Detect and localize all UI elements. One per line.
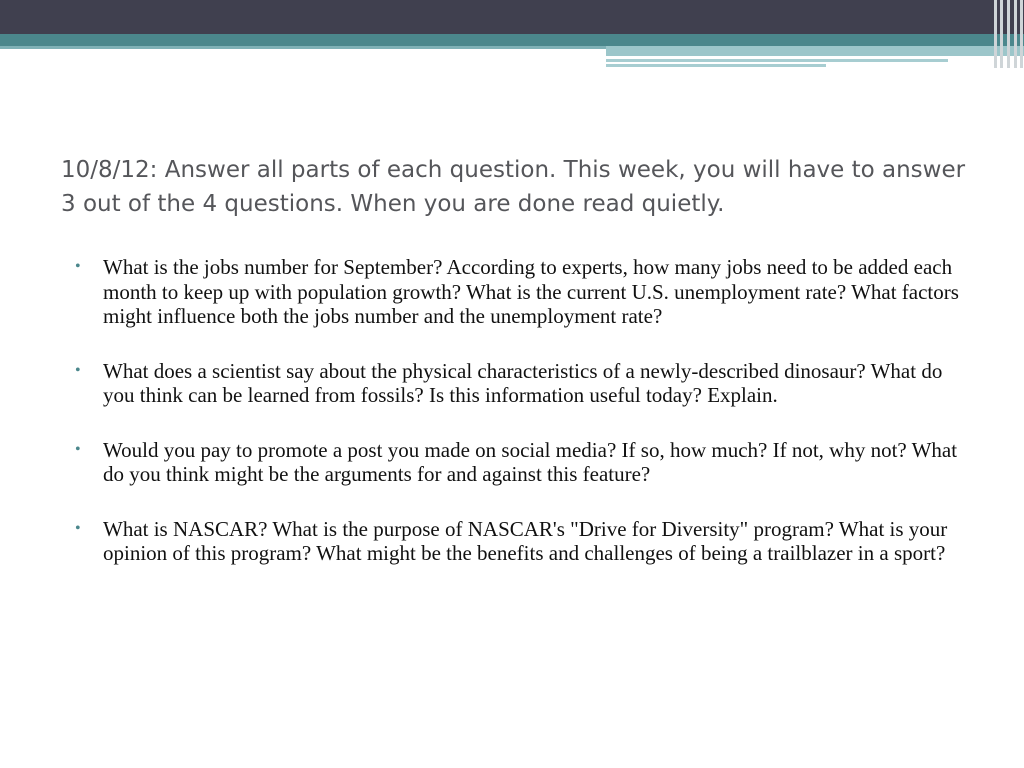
header-band-teal xyxy=(0,34,1024,46)
question-text: Would you pay to promote a post you made on social media? If so, how much? If not, why not? What do you think might be the arguments for and against this feature? xyxy=(103,437,958,486)
question-text: What is the jobs number for September? According to experts, how many jobs need to be added each month to keep up with population growth? What is the current U.S. unemployment rate? What factors might influence both the jobs number and the unemployment rate? xyxy=(103,255,959,328)
question-item xyxy=(72,438,977,487)
question-text: What is NASCAR? What is the purpose of NASCAR's "Drive for Diversity" program? What is your opinion of this program? What might be the benefits and challenges of being a trailblazer in a sport? xyxy=(103,516,948,565)
question-list xyxy=(72,255,977,596)
header-line-2 xyxy=(606,64,826,67)
header-line-1 xyxy=(606,59,948,62)
bullet-icon: • xyxy=(75,440,81,458)
bullet-icon: • xyxy=(75,361,81,379)
header-band-light-left xyxy=(0,46,606,49)
question-item xyxy=(72,517,977,566)
header-band-dark xyxy=(0,0,1024,34)
question-text: What does a scientist say about the physical characteristics of a newly-described dinosaur? What do you think can be learned from fossils? Is this information useful today? Explain. xyxy=(103,358,943,407)
bullet-icon: • xyxy=(75,258,81,275)
header-band-light-right xyxy=(606,46,1024,56)
question-item xyxy=(72,255,977,329)
slide-title: 10/8/12: Answer all parts of each question. This week, you will have to answer 3 out of the 4 questions. When you are done read quietly. xyxy=(61,157,966,217)
bullet-icon: • xyxy=(75,519,81,537)
header-stripes xyxy=(994,0,1024,68)
question-item xyxy=(72,359,977,408)
